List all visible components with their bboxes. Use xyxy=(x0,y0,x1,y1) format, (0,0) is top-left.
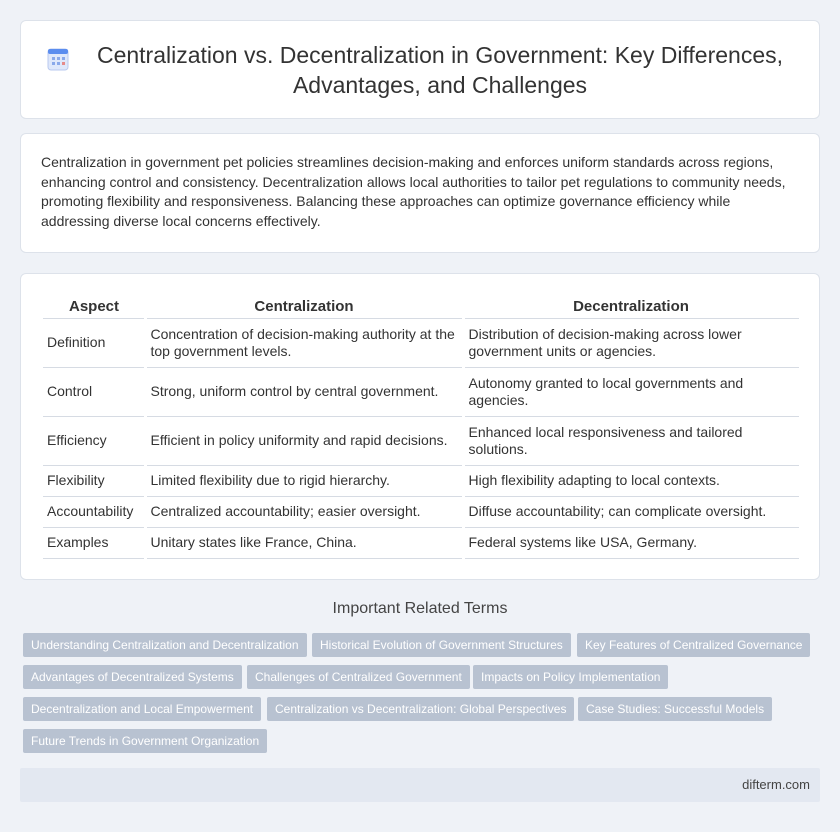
row-decentralization: Enhanced local responsiveness and tailored solutions. xyxy=(463,416,799,465)
table-row xyxy=(43,465,799,496)
row-decentralization: Federal systems like USA, Germany. xyxy=(463,527,799,558)
row-centralization: Limited flexibility due to rigid hierarchy. xyxy=(145,465,463,496)
tag-link[interactable]: Case Studies: Successful Models xyxy=(578,697,772,721)
tag-link[interactable]: Future Trends in Government Organization xyxy=(23,729,267,753)
comparison-table-card xyxy=(20,273,820,580)
table-row xyxy=(43,416,799,465)
row-aspect: Definition xyxy=(43,318,145,367)
header-card xyxy=(20,20,820,119)
row-aspect: Efficiency xyxy=(43,416,145,465)
row-centralization: Strong, uniform control by central government. xyxy=(145,367,463,416)
header-centralization: Centralization xyxy=(145,294,463,318)
row-decentralization: Diffuse accountability; can complicate oversight. xyxy=(463,496,799,527)
tag-link[interactable]: Advantages of Decentralized Systems xyxy=(23,665,242,689)
row-aspect: Accountability xyxy=(43,496,145,527)
row-decentralization: Distribution of decision-making across lower government units or agencies. xyxy=(463,318,799,367)
intro-card xyxy=(20,133,820,253)
row-centralization: Concentration of decision-making authority at the top government levels. xyxy=(145,318,463,367)
tag-link[interactable]: Historical Evolution of Government Structures xyxy=(312,633,571,657)
table-row xyxy=(43,496,799,527)
footer xyxy=(20,768,820,802)
related-terms-title: Important Related Terms xyxy=(332,600,508,617)
row-centralization: Unitary states like France, China. xyxy=(145,527,463,558)
row-aspect: Control xyxy=(43,367,145,416)
header-aspect: Aspect xyxy=(43,294,145,318)
comparison-table xyxy=(43,294,799,559)
row-decentralization: High flexibility adapting to local contexts. xyxy=(463,465,799,496)
tag-link[interactable]: Impacts on Policy Implementation xyxy=(473,665,668,689)
tag-link[interactable]: Key Features of Centralized Governance xyxy=(577,633,810,657)
intro-paragraph: Centralization in government pet policies streamlines decision-making and enforces uniform standards across regions, enhancing control and consistency. Decentralization allows local authorities to tailor pet regulations to community needs, promoting flexibility and responsiveness. Balancing these approaches can optimize governance efficiency while addressing diverse local concerns effectively. xyxy=(41,154,786,229)
header-decentralization: Decentralization xyxy=(463,294,799,318)
tag-link[interactable]: Centralization vs Decentralization: Global Perspectives xyxy=(267,697,574,721)
tag-link[interactable]: Understanding Centralization and Decentralization xyxy=(23,633,307,657)
row-aspect: Examples xyxy=(43,527,145,558)
table-header-row xyxy=(43,294,799,318)
table-row xyxy=(43,318,799,367)
row-aspect: Flexibility xyxy=(43,465,145,496)
table-row xyxy=(43,367,799,416)
row-centralization: Centralized accountability; easier oversight. xyxy=(145,496,463,527)
table-row xyxy=(43,527,799,558)
tag-link[interactable]: Challenges of Centralized Government xyxy=(247,665,470,689)
row-decentralization: Autonomy granted to local governments and agencies. xyxy=(463,367,799,416)
tag-link[interactable]: Decentralization and Local Empowerment xyxy=(23,697,261,721)
row-centralization: Efficient in policy uniformity and rapid decisions. xyxy=(145,416,463,465)
page-title: Centralization vs. Decentralization in Government: Key Differences, Advantages, and Challenges xyxy=(96,41,784,98)
footer-site-link[interactable]: difterm.com xyxy=(742,777,810,792)
